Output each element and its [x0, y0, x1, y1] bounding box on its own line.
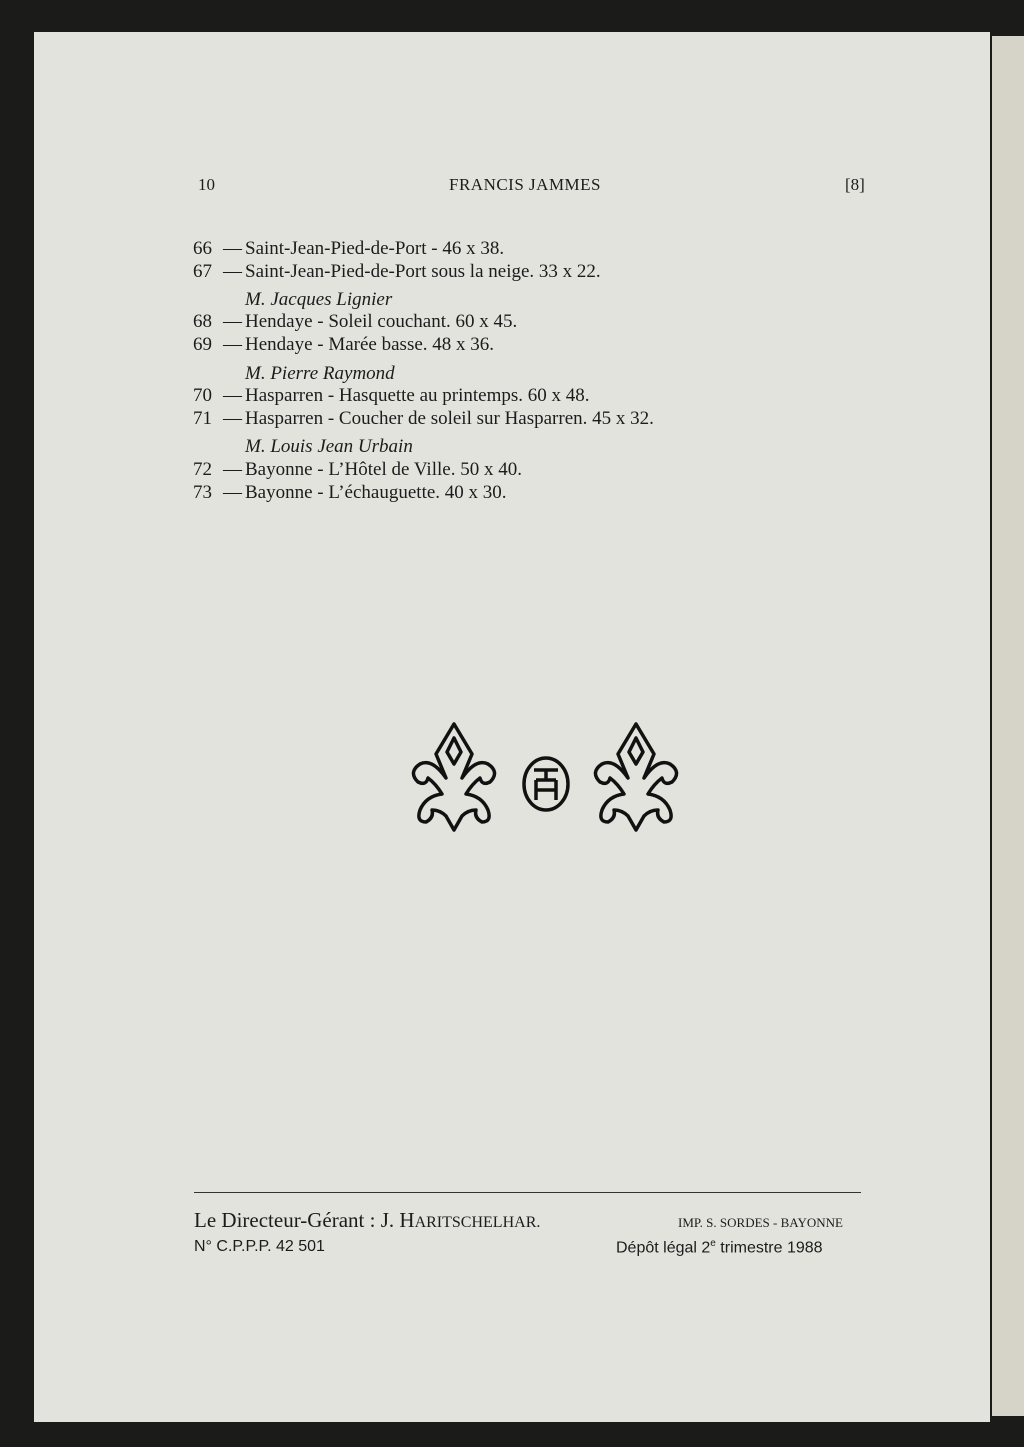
running-title: FRANCIS JAMMES	[449, 175, 602, 194]
item-dash: —	[223, 385, 242, 406]
footer-rule	[194, 1192, 861, 1193]
item-dash: —	[223, 482, 242, 503]
fleur-de-lis-emblem-icon	[396, 718, 696, 868]
item-text: Bayonne - L’échauguette. 40 x 30.	[245, 482, 507, 503]
catalogue-item	[193, 407, 654, 430]
catalogue-item	[193, 310, 517, 333]
item-dash: —	[223, 334, 242, 355]
collection-owner: M. Louis Jean Urbain	[245, 436, 413, 457]
catalogue-item	[193, 333, 494, 356]
item-dash: —	[223, 238, 242, 259]
item-dash: —	[223, 261, 242, 282]
document-page	[34, 32, 990, 1422]
item-number: 73	[193, 482, 212, 503]
director-credit	[194, 1208, 540, 1233]
item-dash: —	[223, 311, 242, 332]
catalogue-item	[193, 260, 601, 283]
collection-owner: M. Pierre Raymond	[245, 363, 395, 384]
catalogue-item	[193, 458, 522, 481]
item-dash: —	[223, 408, 242, 429]
collection-owner: M. Jacques Lignier	[245, 289, 393, 310]
section-number: [8]	[845, 175, 865, 194]
item-text: Saint-Jean-Pied-de-Port sous la neige. 33 x 22.	[245, 261, 601, 282]
item-dash: —	[223, 459, 242, 480]
item-text: Saint-Jean-Pied-de-Port - 46 x 38.	[245, 238, 505, 259]
item-number: 70	[193, 385, 212, 406]
cppp-number: N° C.P.P.P. 42 501	[194, 1238, 325, 1255]
director-label: Le Directeur-Gérant : J.	[194, 1208, 400, 1232]
item-number: 68	[193, 311, 212, 332]
catalogue-item	[193, 237, 504, 260]
director-name: ARITSCHELHAR.	[414, 1214, 541, 1231]
item-text: Hasparren - Hasquette au printemps. 60 x 48.	[245, 385, 590, 406]
item-text: Bayonne - L’Hôtel de Ville. 50 x 40.	[245, 459, 522, 480]
director-initial: H	[399, 1208, 415, 1232]
item-number: 69	[193, 334, 212, 355]
catalogue-item	[193, 384, 590, 407]
page-number: 10	[198, 175, 215, 194]
item-number: 71	[193, 408, 212, 429]
catalogue-item	[193, 481, 507, 504]
item-number: 66	[193, 238, 212, 259]
item-number: 72	[193, 459, 212, 480]
item-number: 67	[193, 261, 212, 282]
item-text: Hasparren - Coucher de soleil sur Hasparren. 45 x 32.	[245, 408, 654, 429]
legal-deposit: Dépôt légal 2e trimestre 1988	[616, 1238, 823, 1257]
adjacent-page-edge	[992, 36, 1024, 1416]
printer-credit: IMP. S. SORDES - BAYONNE	[678, 1215, 843, 1230]
item-text: Hendaye - Soleil couchant. 60 x 45.	[245, 311, 518, 332]
item-text: Hendaye - Marée basse. 48 x 36.	[245, 334, 495, 355]
